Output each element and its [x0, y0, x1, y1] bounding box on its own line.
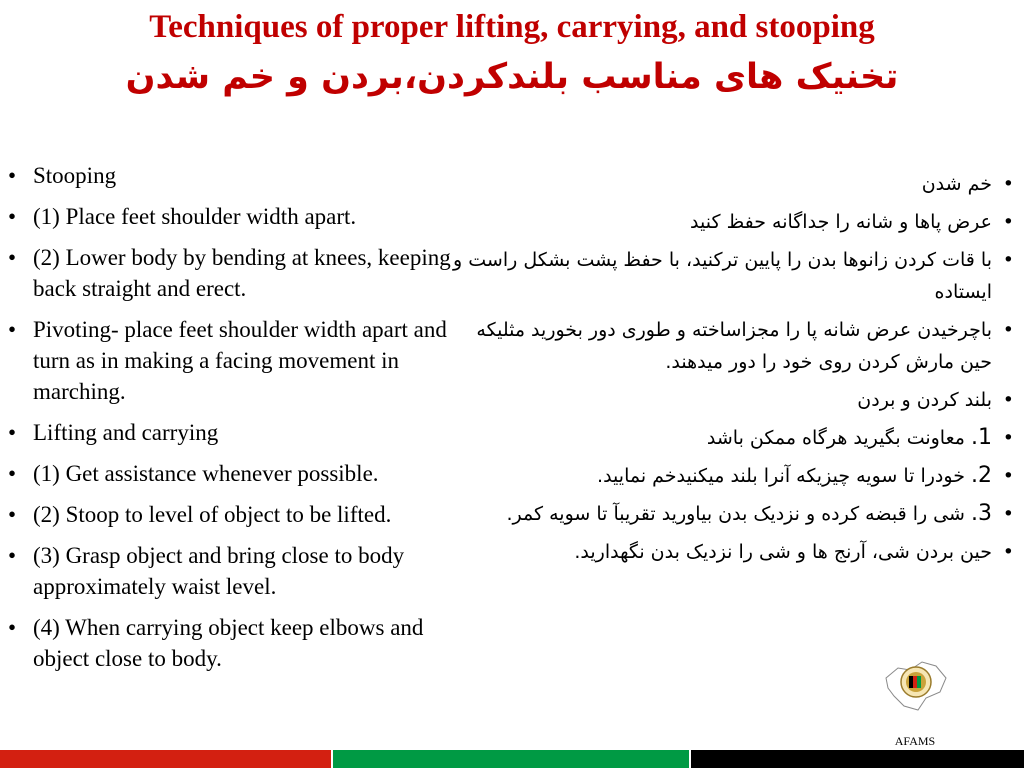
- list-item: • (4) When carrying object keep elbows and object close to body.: [8, 612, 463, 674]
- list-item: • (2) Lower body by bending at knees, keeping back straight and erect.: [8, 242, 463, 304]
- logo-caption: AFAMS: [894, 734, 936, 748]
- flag-black-segment: [691, 750, 1024, 768]
- item-text: باچرخیدن عرض شانه پا را مجزاساخته و طوری دور بخورید مثلیکه حین مارش کردن روی خود را دور میدهند.: [476, 319, 992, 373]
- item-text: حین بردن شی، آرنج ها و شی را نزدیک بدن نگهدارید.: [574, 541, 992, 563]
- item-text: خودرا تا سویه چیزیکه آنرا بلند میکنیدخم نمایید.: [597, 465, 965, 487]
- flag-red-segment: [0, 750, 331, 768]
- item-text: با قات کردن زانوها بدن را پایین ترکنید، با حفظ پشت بشکل راست و ایستاده: [453, 249, 992, 303]
- list-item: [439, 422, 1014, 454]
- list-item: [439, 314, 1014, 378]
- list-item: [439, 168, 1014, 200]
- item-number: 3.: [971, 501, 992, 526]
- title-english: Techniques of proper lifting, carrying, and stooping: [149, 9, 875, 45]
- list-item: [439, 244, 1014, 308]
- item-text: بلند کردن و بردن: [857, 389, 992, 411]
- persian-bullet-list: [439, 168, 1014, 574]
- list-item: • Lifting and carrying: [8, 417, 463, 448]
- list-item: • (1) Get assistance whenever possible.: [8, 458, 463, 489]
- list-item: [439, 536, 1014, 568]
- flag-green-segment: [333, 750, 690, 768]
- afams-logo-icon: [880, 648, 952, 720]
- list-item: • (3) Grasp object and bring close to body approximately waist level.: [8, 540, 463, 602]
- list-item: [439, 384, 1014, 416]
- item-text: شی را قبضه کرده و نزدیک بدن بیاورید تقریبآ تا سویه کمر.: [506, 503, 965, 525]
- list-item: [439, 498, 1014, 530]
- item-text: خم شدن: [921, 173, 992, 195]
- list-item: [439, 206, 1014, 238]
- list-item: • Pivoting- place feet shoulder width apart and turn as in making a facing movement in marching.: [8, 314, 463, 407]
- list-item: • Stooping: [8, 160, 463, 191]
- item-text: عرض پاها و شانه را جداگانه حفظ کنید: [690, 211, 992, 233]
- flag-color-bar: [0, 750, 1024, 768]
- english-bullet-list: [8, 160, 463, 684]
- item-text: معاونت بگیرید هرگاه ممکن باشد: [706, 427, 965, 449]
- list-item: • (2) Stoop to level of object to be lifted.: [8, 499, 463, 530]
- item-number: 2.: [971, 463, 992, 488]
- title-persian: تخنیک های مناسب بلندکردن،بردن و خم شدن: [125, 57, 899, 97]
- item-number: 1.: [971, 425, 992, 450]
- list-item: • (1) Place feet shoulder width apart.: [8, 201, 463, 232]
- list-item: [439, 460, 1014, 492]
